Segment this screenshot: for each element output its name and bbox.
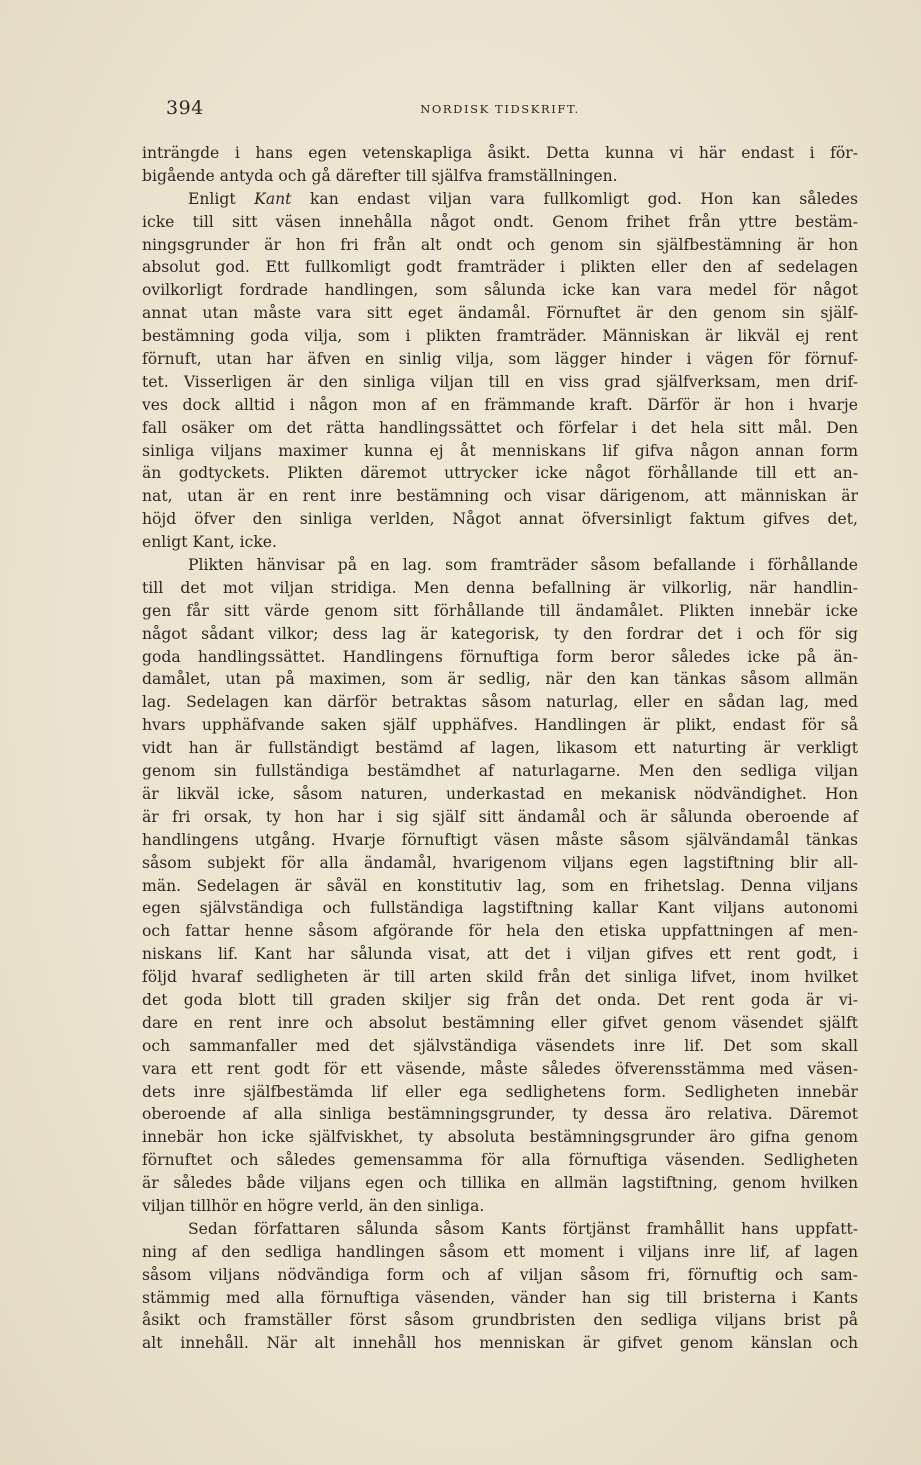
text-line: hvars upphäfvande saken själf upphäfves. Handlingen är plikt, endast för så xyxy=(142,716,858,735)
text-line: och sammanfaller med det självständiga väsendets inre lif. Det som skall xyxy=(142,1036,858,1055)
text-line: ovilkorligt fordrade handlingen, som sålunda icke kan vara medel för något xyxy=(142,281,858,300)
text-line: enligt Kant, icke. xyxy=(142,533,277,552)
text-line: män. Sedelagen är såväl en konstitutiv lag, som en frihetslag. Denna viljans xyxy=(142,876,858,895)
text-line: än godtyckets. Plikten däremot uttrycker icke något förhållande till ett an- xyxy=(142,464,858,483)
text-line: tet. Visserligen är den sinliga viljan till en viss grad själfverksam, men drif- xyxy=(142,372,858,391)
body-text xyxy=(142,142,858,1355)
running-head: NORDISK TIDSKRIFT. xyxy=(420,102,580,116)
text-line: förnuft, utan har äfven en sinlig vilja, som lägger hinder i vägen för förnuf- xyxy=(142,350,858,369)
emphasized-name: Kant xyxy=(254,189,292,208)
text-line: nat, utan är en rent inre bestämning och visar därigenom, att människan är xyxy=(142,487,858,506)
page-header xyxy=(142,97,858,121)
text-line: vidt han är fullständigt bestämd af lagen, likasom ett naturting är verkligt xyxy=(142,739,858,758)
text-line: Plikten hänvisar på en lag. som framträder såsom befallande i förhållande xyxy=(188,556,858,575)
text-line: Enligt Kant kan endast viljan vara fullkomligt god. Hon kan således xyxy=(188,189,859,208)
text-line: annat utan måste vara sitt eget ändamål. Förnuftet är den genom sin själf- xyxy=(142,304,858,323)
text-line: såsom viljans nödvändiga form och af viljan såsom fri, förnuftig och sam- xyxy=(142,1265,858,1284)
text-line: åsikt och framställer först såsom grundbristen den sedliga viljans brist på xyxy=(142,1311,858,1330)
text-line: bigående antyda och gå därefter till själfva framställningen. xyxy=(142,166,618,185)
text-line: följd hvaraf sedligheten är till arten skild från det sinliga lifvet, inom hvilket xyxy=(142,968,858,987)
text-line: alt innehåll. När alt innehåll hos menniskan är gifvet genom känslan och xyxy=(142,1334,858,1353)
text-line: absolut god. Ett fullkomligt godt framträder i plikten eller den af sedelagen xyxy=(142,258,858,277)
text-line: något sådant vilkor; dess lag är kategorisk, ty den fordrar det i och för sig xyxy=(142,624,858,643)
text-line: egen självständiga och fullständiga lagstiftning kallar Kant viljans autonomi xyxy=(142,899,858,918)
text-line: är fri orsak, ty hon har i sig själf sitt ändamål och är sålunda oberoende af xyxy=(142,807,858,826)
text-line: till det mot viljan stridiga. Men denna befallning är vilkorlig, när handlin- xyxy=(142,578,858,597)
text-line: goda handlingssättet. Handlingens förnuftiga form beror således icke på än- xyxy=(142,647,858,666)
text-line: höjd öfver den sinliga verlden, Något annat öfversinligt faktum gifves det, xyxy=(142,510,858,529)
text-line: damålet, utan på maximen, som är sedlig, när den kan tänkas såsom allmän xyxy=(142,670,858,689)
text-line: icke till sitt väsen innehålla något ondt. Genom frihet från yttre bestäm- xyxy=(142,212,858,231)
text-line: fall osäker om det rätta handlingssättet och förfelar i det hela sitt mål. Den xyxy=(142,418,858,437)
text-line: dare en rent inre och absolut bestämning eller gifvet genom väsendet själft xyxy=(142,1013,858,1032)
text-line: oberoende af alla sinliga bestämningsgrunder, ty dessa äro relativa. Däremot xyxy=(142,1105,858,1124)
text-line: viljan tillhör en högre verld, än den sinliga. xyxy=(142,1196,485,1215)
text-line: Sedan författaren sålunda såsom Kants förtjänst framhållit hans uppfatt- xyxy=(188,1219,858,1238)
text-line: förnuftet och således gemensamma för alla förnuftiga väsenden. Sedligheten xyxy=(142,1151,858,1170)
text-line: bestämning goda vilja, som i plikten framträder. Människan är likväl ej rent xyxy=(142,327,858,346)
text-line: ningsgrunder är hon fri från alt ondt och genom sin själfbestämning är hon xyxy=(142,235,858,254)
text-line: genom sin fullständiga bestämdhet af naturlagarne. Men den sedliga viljan xyxy=(142,762,858,781)
text-line: såsom subjekt för alla ändamål, hvarigenom viljans egen lagstiftning blir all- xyxy=(142,853,858,872)
text-line: det goda blott till graden skiljer sig från det onda. Det rent goda är vi- xyxy=(142,990,858,1009)
text-line: ves dock alltid i någon mon af en främmande kraft. Därför är hon i hvarje xyxy=(142,395,858,414)
text-line: sinliga viljans maximer kunna ej åt menniskans lif gifva någon annan form xyxy=(142,441,858,460)
text-line: gen får sitt värde genom sitt förhållande till ändamålet. Plikten innebär icke xyxy=(142,601,858,620)
text-line: stämmig med alla förnuftiga väsenden, vänder han sig till bristerna i Kants xyxy=(142,1288,858,1307)
page-number: 394 xyxy=(166,97,204,119)
text-line: ning af den sedliga handlingen såsom ett moment i viljans inre lif, af lagen xyxy=(142,1242,858,1261)
text-line: är således både viljans egen och tillika en allmän lagstiftning, genom hvilken xyxy=(142,1174,858,1193)
text-line: inträngde i hans egen vetenskapliga åsikt. Detta kunna vi här endast i för- xyxy=(142,144,858,162)
text-line: är likväl icke, såsom naturen, underkastad en mekanisk nödvändighet. Hon xyxy=(142,784,858,803)
text-line: och fattar henne såsom afgörande för hela den etiska uppfattningen af men- xyxy=(142,922,858,941)
text-line: vara ett rent godt för ett väsende, måste således öfverensstämma med väsen- xyxy=(142,1059,858,1078)
text-line: innebär hon icke själfviskhet, ty absoluta bestämningsgrunder äro gifna genom xyxy=(142,1128,858,1147)
text-line: dets inre själfbestämda lif eller ega sedlighetens form. Sedligheten innebär xyxy=(142,1082,858,1101)
text-line: niskans lif. Kant har sålunda visat, att det i viljan gifves ett rent godt, i xyxy=(142,945,858,964)
text-line: lag. Sedelagen kan därför betraktas såsom naturlag, eller en sådan lag, med xyxy=(142,693,858,712)
text-line: handlingens utgång. Hvarje förnuftigt väsen måste såsom självändamål tänkas xyxy=(142,830,858,849)
